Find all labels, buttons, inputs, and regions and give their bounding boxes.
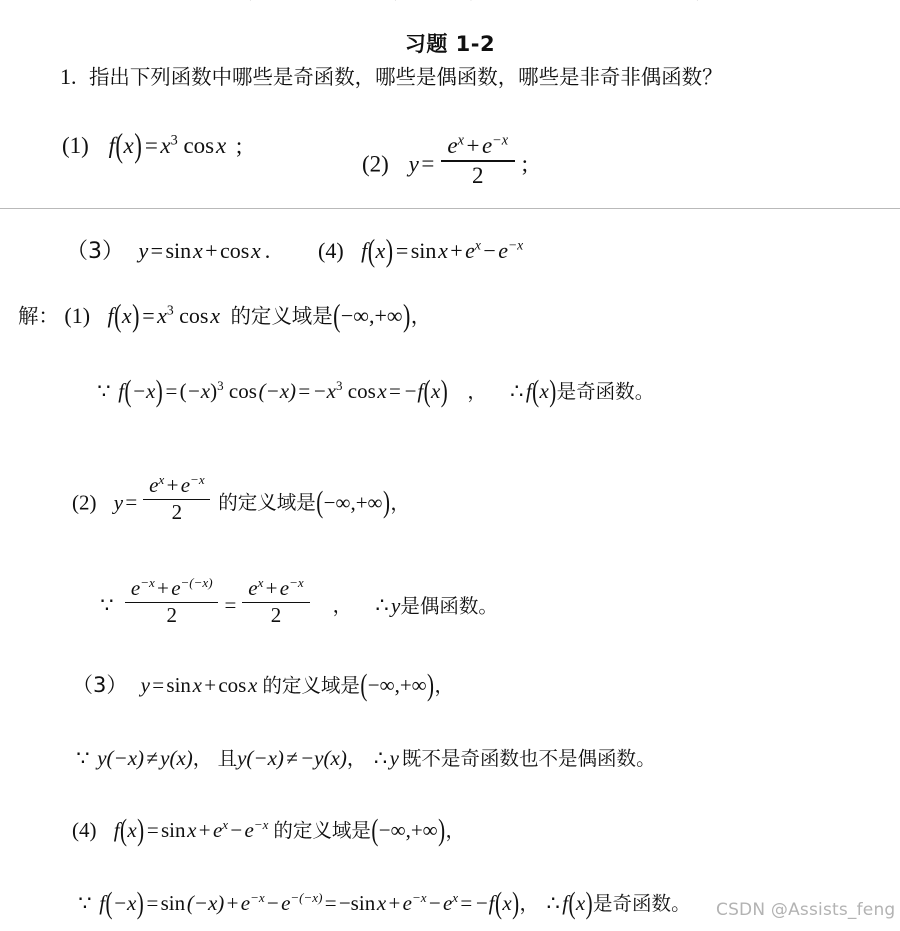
problem-3-label: （3） (66, 239, 124, 264)
therefore-symbol: ∴ (510, 379, 524, 403)
equals-sign: = (165, 379, 178, 403)
paren-open: ( (124, 373, 132, 409)
interval-close: ) (403, 297, 411, 334)
e-base: e (244, 818, 254, 842)
variable-y: y (237, 746, 247, 770)
plus-sign: + (226, 891, 239, 915)
paren-close: ) (585, 885, 593, 921)
e-exponent: −x (411, 890, 427, 905)
sin-argument: x (187, 818, 197, 842)
paren-close: ) (132, 297, 140, 334)
problem-2-variable-y: y (408, 151, 419, 177)
e-base: e (248, 576, 258, 600)
positive-infinity: +∞ (355, 490, 383, 515)
interval-open: ( (371, 812, 379, 848)
paren-close: ) (549, 373, 557, 409)
solution-1-domain (18, 297, 432, 334)
therefore-symbol: ∴ (375, 593, 389, 618)
fraction-numerator (125, 575, 218, 601)
plus-sign: + (450, 238, 463, 263)
equals-sign: = (324, 891, 337, 915)
comma: ， (192, 747, 213, 770)
line-terminator: ， (434, 674, 454, 697)
inner-expression: −x (186, 379, 211, 403)
and-conjunction: 且 (217, 747, 238, 770)
negative-infinity: −∞ (378, 818, 406, 842)
sin-argument: x (192, 673, 202, 697)
e-exponent: −x (289, 575, 304, 590)
conclusion-odd-function: 是奇函数。 (556, 380, 655, 403)
watermark-text: CSDN @Assists_feng (716, 900, 896, 920)
problem-4-variable: x (375, 238, 386, 263)
e-base: e (180, 473, 191, 497)
variable: x (502, 891, 512, 915)
e-exponent: x (158, 472, 165, 487)
paren-open: ( (114, 297, 122, 334)
function-name: f (99, 891, 106, 915)
problem-4-label: (4) (318, 238, 344, 263)
paren-close: ) (210, 379, 218, 403)
equals-sign: = (224, 593, 237, 618)
sin-argument: x (438, 238, 448, 263)
problem-1-label: (1) (62, 133, 89, 158)
conclusion-neither: 既不是奇函数也不是偶函数。 (401, 747, 656, 770)
e-exponent: −(−x) (180, 575, 213, 590)
problem-1-base: x (160, 133, 171, 158)
exponent: 3 (217, 378, 224, 393)
solution-3-domain (72, 667, 454, 703)
e-base: e (447, 133, 458, 158)
e-base: e (149, 473, 159, 497)
plus-sign: + (166, 473, 179, 497)
equals-sign: = (389, 379, 401, 403)
line-terminator: ， (390, 491, 410, 515)
e-base: e (130, 576, 141, 600)
paren-close: ) (385, 232, 394, 269)
solution-3-label: （3） (72, 673, 128, 697)
e-base: e (279, 576, 290, 600)
solution-2-fraction (140, 472, 215, 525)
clipped-top-line (0, 0, 900, 4)
paren-open: ( (120, 812, 127, 848)
e-exponent: −x (190, 472, 205, 487)
equals-sign: = (146, 818, 159, 842)
interval-comma: , (350, 490, 356, 515)
problem-2-fraction (437, 134, 519, 187)
problem-1-function-name: f (108, 133, 115, 158)
clipped-fragment (243, 0, 251, 2)
sin-argument: (−x) (186, 891, 225, 915)
e-base: e (498, 238, 508, 263)
e-base: e (465, 238, 475, 263)
minus-sign: − (483, 238, 496, 263)
function-name: f (107, 303, 114, 328)
variable-y: y (97, 746, 107, 770)
question-number: 1. (60, 64, 77, 89)
paren-open: ( (568, 885, 576, 921)
solution-3-derivation (74, 748, 656, 769)
equals-sign: = (395, 238, 409, 263)
paren-open: ( (494, 885, 502, 921)
equals-sign: = (298, 379, 311, 403)
function-name: f (113, 818, 120, 842)
function-name: f (525, 379, 532, 403)
problem-1-terminator: ; (235, 133, 243, 158)
paren-close: ) (440, 373, 448, 409)
solution-2-label: (2) (72, 490, 97, 515)
variable: x (431, 379, 441, 403)
solution-4-label: (4) (72, 818, 97, 842)
function-name: f (118, 379, 125, 403)
sin-function: sin (160, 818, 186, 842)
problem-1-exponent: 3 (170, 132, 178, 149)
interval-open: ( (360, 667, 368, 703)
comma: ， (346, 747, 367, 770)
paren-open: ( (423, 373, 431, 409)
comma: ， (467, 380, 487, 403)
domain-phrase: 的定义域是 (273, 819, 371, 842)
interval-close: ) (427, 667, 435, 703)
plus-sign: + (265, 576, 278, 600)
positive-infinity: +∞ (374, 303, 403, 328)
plus-sign: + (466, 133, 480, 158)
e-exponent: −(−x) (290, 890, 323, 905)
negative-infinity: −∞ (367, 673, 395, 697)
problem-2 (362, 134, 528, 187)
paren-open: ( (105, 885, 113, 921)
cos-argument: (−x) (258, 379, 297, 403)
equals-sign: = (152, 673, 165, 697)
plus-sign: + (198, 818, 211, 842)
sin-function: sin (160, 891, 186, 915)
page-title-text: 习题 1-2 (404, 32, 496, 56)
problem-3-terminator: . (264, 238, 271, 263)
cos-argument: x (215, 133, 227, 158)
problem-4 (318, 232, 524, 269)
negative-y: −y (300, 746, 324, 770)
sin-function: sin (166, 673, 191, 697)
equals-sign: = (146, 891, 159, 915)
line-terminator: ， (445, 819, 465, 842)
because-symbol: ∵ (100, 593, 114, 618)
interval-comma: , (394, 673, 400, 697)
argument-x: (x) (323, 746, 347, 770)
exponent: 3 (335, 378, 343, 393)
problem-3-variable-y: y (138, 238, 149, 263)
interval-open: ( (333, 297, 341, 334)
e-exponent: x (474, 237, 481, 253)
positive-infinity: +∞ (410, 818, 438, 842)
variable: x (539, 379, 549, 403)
e-base: e (442, 891, 453, 915)
negative-infinity: −∞ (323, 490, 351, 515)
e-exponent: x (457, 132, 464, 149)
fraction-denominator: 2 (166, 603, 177, 628)
solution-lead: 解： (18, 304, 59, 328)
e-base: e (481, 133, 493, 158)
negative-f: −f (403, 379, 424, 403)
because-symbol: ∵ (97, 379, 111, 403)
argument-neg-x: (−x) (106, 746, 145, 770)
fraction-denominator: 2 (471, 162, 484, 188)
problem-2-terminator: ; (521, 151, 529, 177)
interval-open: ( (316, 484, 324, 520)
e-exponent: −x (492, 132, 509, 149)
paren-close: ) (137, 812, 145, 848)
cos-argument: x (248, 673, 258, 697)
csdn-watermark (716, 900, 895, 920)
sin-function: sin (165, 238, 192, 263)
paren-close: ) (155, 373, 163, 409)
negative-infinity: −∞ (340, 303, 369, 328)
minus-sign: − (266, 891, 279, 915)
equals-sign: = (421, 151, 435, 177)
negative-sin: −sin (338, 891, 376, 915)
variable-y: y (140, 673, 150, 697)
plus-sign: + (204, 673, 217, 697)
sin-argument: x (192, 238, 203, 263)
cos-function: cos (347, 379, 376, 403)
not-equals-sign: ≠ (286, 746, 298, 770)
solution-4-domain (72, 812, 465, 848)
e-exponent: x (452, 890, 459, 905)
fraction-bar (441, 160, 515, 162)
clipped-fragment (690, 0, 698, 2)
e-base: e (240, 891, 251, 915)
solution-1-label: (1) (64, 303, 91, 328)
problem-1 (62, 127, 243, 164)
problem-2-label: (2) (362, 151, 389, 177)
e-exponent: x (257, 575, 264, 590)
e-base: e (402, 891, 412, 915)
fraction-denominator: 2 (171, 500, 183, 525)
solution-2-derivation (98, 575, 498, 628)
rhs-fraction (239, 575, 314, 628)
argument-x: (x) (169, 746, 193, 770)
interval-close: ) (382, 484, 390, 520)
problem-3 (66, 240, 270, 263)
function-name: f (562, 891, 569, 915)
e-exponent: −x (140, 575, 155, 590)
problem-4-function-name: f (361, 238, 368, 263)
e-exponent: −x (507, 237, 524, 253)
interval-comma: , (405, 818, 411, 842)
equals-sign: = (144, 133, 158, 158)
fraction-denominator: 2 (270, 603, 282, 628)
argument: −x (112, 891, 137, 915)
fraction-numerator (143, 472, 210, 498)
e-base: e (281, 891, 291, 915)
variable-y: y (160, 746, 170, 770)
page-title (0, 28, 900, 58)
paren-open: ( (115, 127, 124, 164)
because-symbol: ∵ (78, 891, 92, 915)
plus-sign: + (388, 891, 401, 915)
plus-sign: + (157, 576, 169, 600)
domain-phrase: 的定义域是 (262, 674, 360, 697)
problem-1-variable: x (123, 133, 134, 158)
cos-function: cos (179, 303, 209, 328)
variable-y: y (113, 490, 124, 515)
because-symbol: ∵ (76, 746, 90, 770)
cos-function: cos (183, 133, 215, 158)
e-exponent: x (222, 817, 229, 832)
negative-f: −f (474, 891, 495, 915)
horizontal-divider (0, 208, 900, 209)
variable: x (127, 818, 137, 842)
variable: x (121, 303, 132, 328)
variable: x (575, 891, 586, 915)
comma: ， (519, 892, 539, 915)
equals-sign: = (142, 303, 155, 328)
paren-close: ) (134, 127, 142, 164)
base: x (157, 303, 167, 328)
e-exponent: −x (253, 817, 269, 832)
domain-phrase: 的定义域是 (230, 304, 333, 328)
neg-x-term: −x (312, 379, 336, 403)
e-base: e (171, 576, 181, 600)
equals-sign: = (150, 238, 164, 263)
solution-4-derivation (76, 885, 691, 921)
cos-argument: x (377, 379, 387, 403)
fraction-numerator (242, 575, 309, 601)
not-equals-sign: ≠ (146, 746, 158, 770)
minus-sign: − (428, 891, 441, 915)
fraction-numerator (441, 134, 515, 159)
lhs-fraction (121, 575, 222, 628)
equals-sign: = (460, 891, 473, 915)
interval-comma: , (368, 303, 375, 328)
line-terminator: ， (410, 304, 432, 328)
cos-function: cos (228, 379, 257, 403)
e-exponent: −x (250, 890, 265, 905)
argument-neg-x: (−x) (246, 746, 284, 770)
solution-2-domain (72, 472, 410, 525)
question-text: 指出下列函数中哪些是奇函数，哪些是偶函数，哪些是非奇非偶函数？ (89, 65, 723, 89)
paren-open: ( (532, 373, 540, 409)
variable-y: y (391, 593, 401, 618)
conclusion-odd-function: 是奇函数。 (593, 892, 691, 915)
therefore-symbol: ∴ (373, 746, 388, 770)
minus-sign: − (230, 818, 243, 842)
argument: −x (131, 379, 156, 403)
clipped-fragment (470, 0, 478, 2)
domain-phrase: 的定义域是 (218, 491, 316, 515)
sin-function: sin (410, 238, 437, 263)
cos-function: cos (218, 673, 247, 697)
paren-open: ( (367, 232, 376, 269)
paren-open: ( (179, 379, 187, 403)
therefore-symbol: ∴ (546, 891, 560, 915)
question-1 (60, 66, 723, 88)
paren-close: ) (136, 885, 144, 921)
cos-argument: x (210, 303, 220, 328)
comma: ， (332, 594, 353, 618)
cos-function: cos (219, 238, 250, 263)
equals-sign: = (125, 490, 138, 515)
solution-1-derivation (95, 373, 655, 409)
clipped-fragment (388, 0, 396, 2)
sin-argument: x (376, 891, 387, 915)
conclusion-even-function: 是偶函数。 (400, 594, 498, 618)
paren-close: ) (512, 885, 520, 921)
variable-y: y (389, 746, 399, 770)
e-base: e (212, 818, 223, 842)
positive-infinity: +∞ (399, 673, 427, 697)
exponent: 3 (166, 302, 174, 318)
interval-close: ) (438, 812, 446, 848)
plus-sign: + (205, 238, 218, 263)
cos-argument: x (251, 238, 261, 263)
